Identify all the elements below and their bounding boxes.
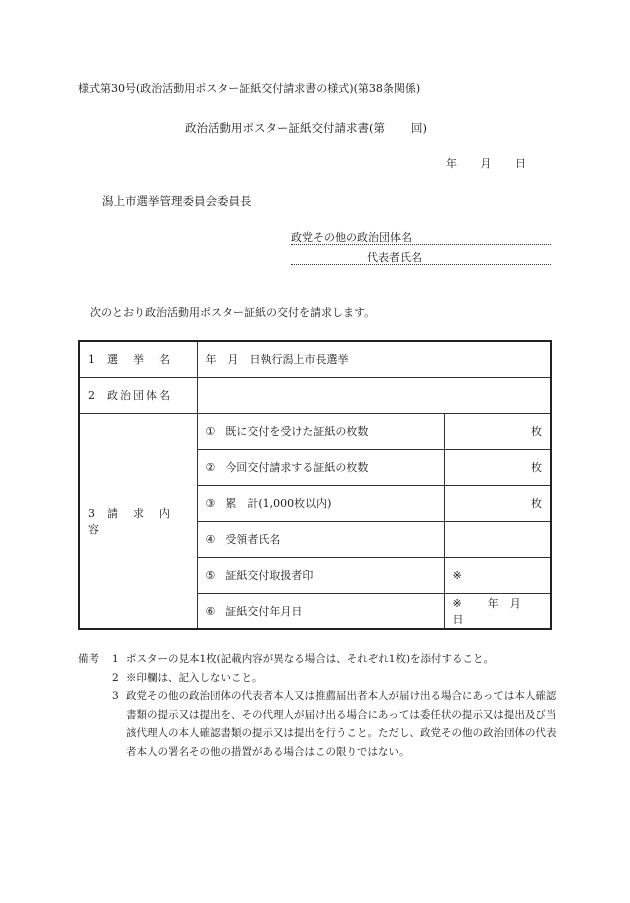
notes-label: 備考 <box>78 653 99 665</box>
representative-label: 代表者氏名 <box>367 251 422 264</box>
title-prefix: 政治活動用ポスター証紙交付請求書(第 <box>185 121 385 135</box>
total-count-value[interactable]: 枚 <box>444 485 551 521</box>
issued-count-value[interactable]: 枚 <box>444 413 551 449</box>
election-name-header: 1 選 挙 名 <box>79 341 197 377</box>
title-suffix: 回) <box>411 121 427 135</box>
date-day: 日 <box>515 157 526 170</box>
item-recipient-name: ④ 受領者氏名 <box>197 521 444 557</box>
request-date <box>446 155 526 171</box>
document-title <box>185 120 427 136</box>
recipient-name-value[interactable] <box>444 521 551 557</box>
item-total-count: ③ 累 計(1,000枚以内) <box>197 485 444 521</box>
election-name-value[interactable]: 年 月 日執行潟上市長選挙 <box>197 341 551 377</box>
representative-name-field[interactable] <box>291 249 551 265</box>
issue-date-value: ※ 年 月 日 <box>444 593 551 629</box>
item-issued-count: ① 既に交付を受けた証紙の枚数 <box>197 413 444 449</box>
request-form-table <box>78 340 552 630</box>
request-count-value[interactable]: 枚 <box>444 449 551 485</box>
table-row <box>79 377 551 413</box>
item-handler-seal: ⑤ 証紙交付取扱者印 <box>197 557 444 593</box>
request-content-header: 3 請 求 内 容 <box>79 413 197 629</box>
item-request-count: ② 今回交付請求する証紙の枚数 <box>197 449 444 485</box>
table-row <box>79 341 551 377</box>
note-item: 2 ※印欄は、記入しないこと。 <box>112 671 263 684</box>
group-name-header: 2 政治団体名 <box>79 377 197 413</box>
table-row <box>79 413 551 449</box>
recipient: 潟上市選挙管理委員会委員長 <box>102 194 252 208</box>
form-number: 様式第30号(政治活動用ポスター証紙交付請求書の様式)(第38条関係) <box>78 82 421 95</box>
intro-text: 次のとおり政治活動用ポスター証紙の交付を請求します。 <box>90 306 376 319</box>
date-year: 年 <box>446 157 457 170</box>
handler-seal-value: ※ <box>444 557 551 593</box>
date-month: 月 <box>480 157 492 170</box>
notes-section <box>78 650 560 761</box>
party-name-field[interactable] <box>291 229 551 245</box>
group-name-value[interactable] <box>197 377 551 413</box>
note-item: 3 政党その他の政治団体の代表者本人又は推薦届出者本人が届け出る場合にあっては本人確認書類の提示又は提出を、その代理人が届け出る場合にあっては委任状の提示又は提出及び当該代理人の本人確認書類の提示又は提出を行うこと。ただし、政党その他の政治団体の代表者本人の署名その他の措置がある場合はこの限りではない。 <box>112 690 557 758</box>
item-issue-date: ⑥ 証紙交付年月日 <box>197 593 444 629</box>
party-name-label: 政党その他の政治団体名 <box>291 231 412 244</box>
note-item: 備考 1 ポスターの見本1枚(記載内容が異なる場合は、それぞれ1枚)を添付すること。 <box>78 650 560 669</box>
